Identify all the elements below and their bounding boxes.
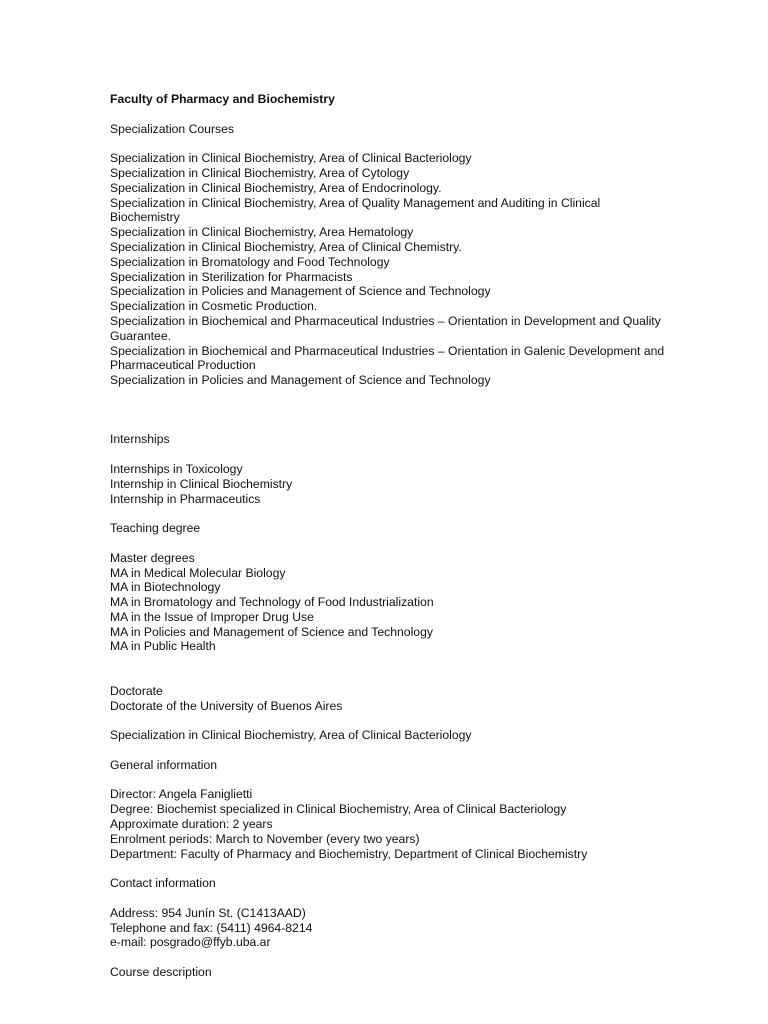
list-item: Approximate duration: 2 years [110,817,273,832]
teaching-degree-heading: Teaching degree [110,521,201,536]
list-item: Specialization in Clinical Biochemistry, Area of Clinical Bacteriology [110,151,472,166]
general-info-heading: General information [110,757,218,772]
list-item: Internships in Toxicology [110,461,243,476]
list-item: MA in the Issue of Improper Drug Use [110,609,314,624]
list-item: MA in Bromatology and Technology of Food Industrialization [110,595,434,610]
list-item: Specialization in Clinical Biochemistry, Area Hematology [110,225,414,240]
list-item: Specialization in Policies and Management of Science and Technology [110,373,491,388]
list-item: Specialization in Clinical Biochemistry, Area of Clinical Chemistry. [110,239,462,254]
list-item: Specialization in Biochemical and Pharmaceutical Industries – Orientation in Development and Quality Guarantee. [110,313,661,343]
list-item: Specialization in Cosmetic Production. [110,299,318,314]
internships-heading: Internships [110,432,170,447]
list-item: MA in Policies and Management of Science and Technology [110,624,433,639]
internship-list [110,462,670,506]
list-item: Specialization in Biochemical and Pharmaceutical Industries – Orientation in Galenic Development and Pharmaceutical Production [110,343,665,373]
specialization-heading: Specialization Courses [110,121,234,136]
list-item: Specialization in Clinical Biochemistry, Area of Endocrinology. [110,180,442,195]
general-info-list [110,787,670,861]
list-item: Degree: Biochemist specialized in Clinical Biochemistry, Area of Clinical Bacteriology [110,802,567,817]
list-item: Specialization in Clinical Biochemistry, Area of Cytology [110,165,410,180]
list-item: Address: 954 Junín St. (C1413AAD) [110,905,306,920]
master-degrees-heading: Master degrees [110,550,195,565]
list-item: MA in Public Health [110,639,216,654]
list-item: Director: Angela Faniglietti [110,787,253,802]
course-title: Specialization in Clinical Biochemistry, Area of Clinical Bacteriology [110,728,472,743]
master-list [110,566,670,655]
list-item: MA in Medical Molecular Biology [110,565,286,580]
list-item: Specialization in Sterilization for Pharmacists [110,269,353,284]
list-item: Department: Faculty of Pharmacy and Biochemistry, Department of Clinical Biochemistry [110,846,588,861]
list-item: Specialization in Policies and Management of Science and Technology [110,284,491,299]
specialization-list [110,151,670,388]
list-item: MA in Biotechnology [110,580,221,595]
contact-info-heading: Contact information [110,876,216,891]
list-item: Internship in Clinical Biochemistry [110,476,293,491]
list-item: e-mail: posgrado@ffyb.uba.ar [110,935,271,950]
list-item: Specialization in Clinical Biochemistry, Area of Quality Management and Auditing in Clinical Biochemistry [110,195,601,225]
document-title: Faculty of Pharmacy and Biochemistry [110,92,335,106]
list-item: Internship in Pharmaceutics [110,491,261,506]
doctorate-heading: Doctorate [110,683,163,698]
contact-info-list [110,906,670,950]
list-item: Specialization in Bromatology and Food Technology [110,254,390,269]
course-description-heading: Course description [110,965,212,980]
doctorate-item: Doctorate of the University of Buenos Aires [110,698,343,713]
list-item: Telephone and fax: (5411) 4964-8214 [110,920,313,935]
list-item: Enrolment periods: March to November (every two years) [110,831,420,846]
document-page [110,92,670,980]
